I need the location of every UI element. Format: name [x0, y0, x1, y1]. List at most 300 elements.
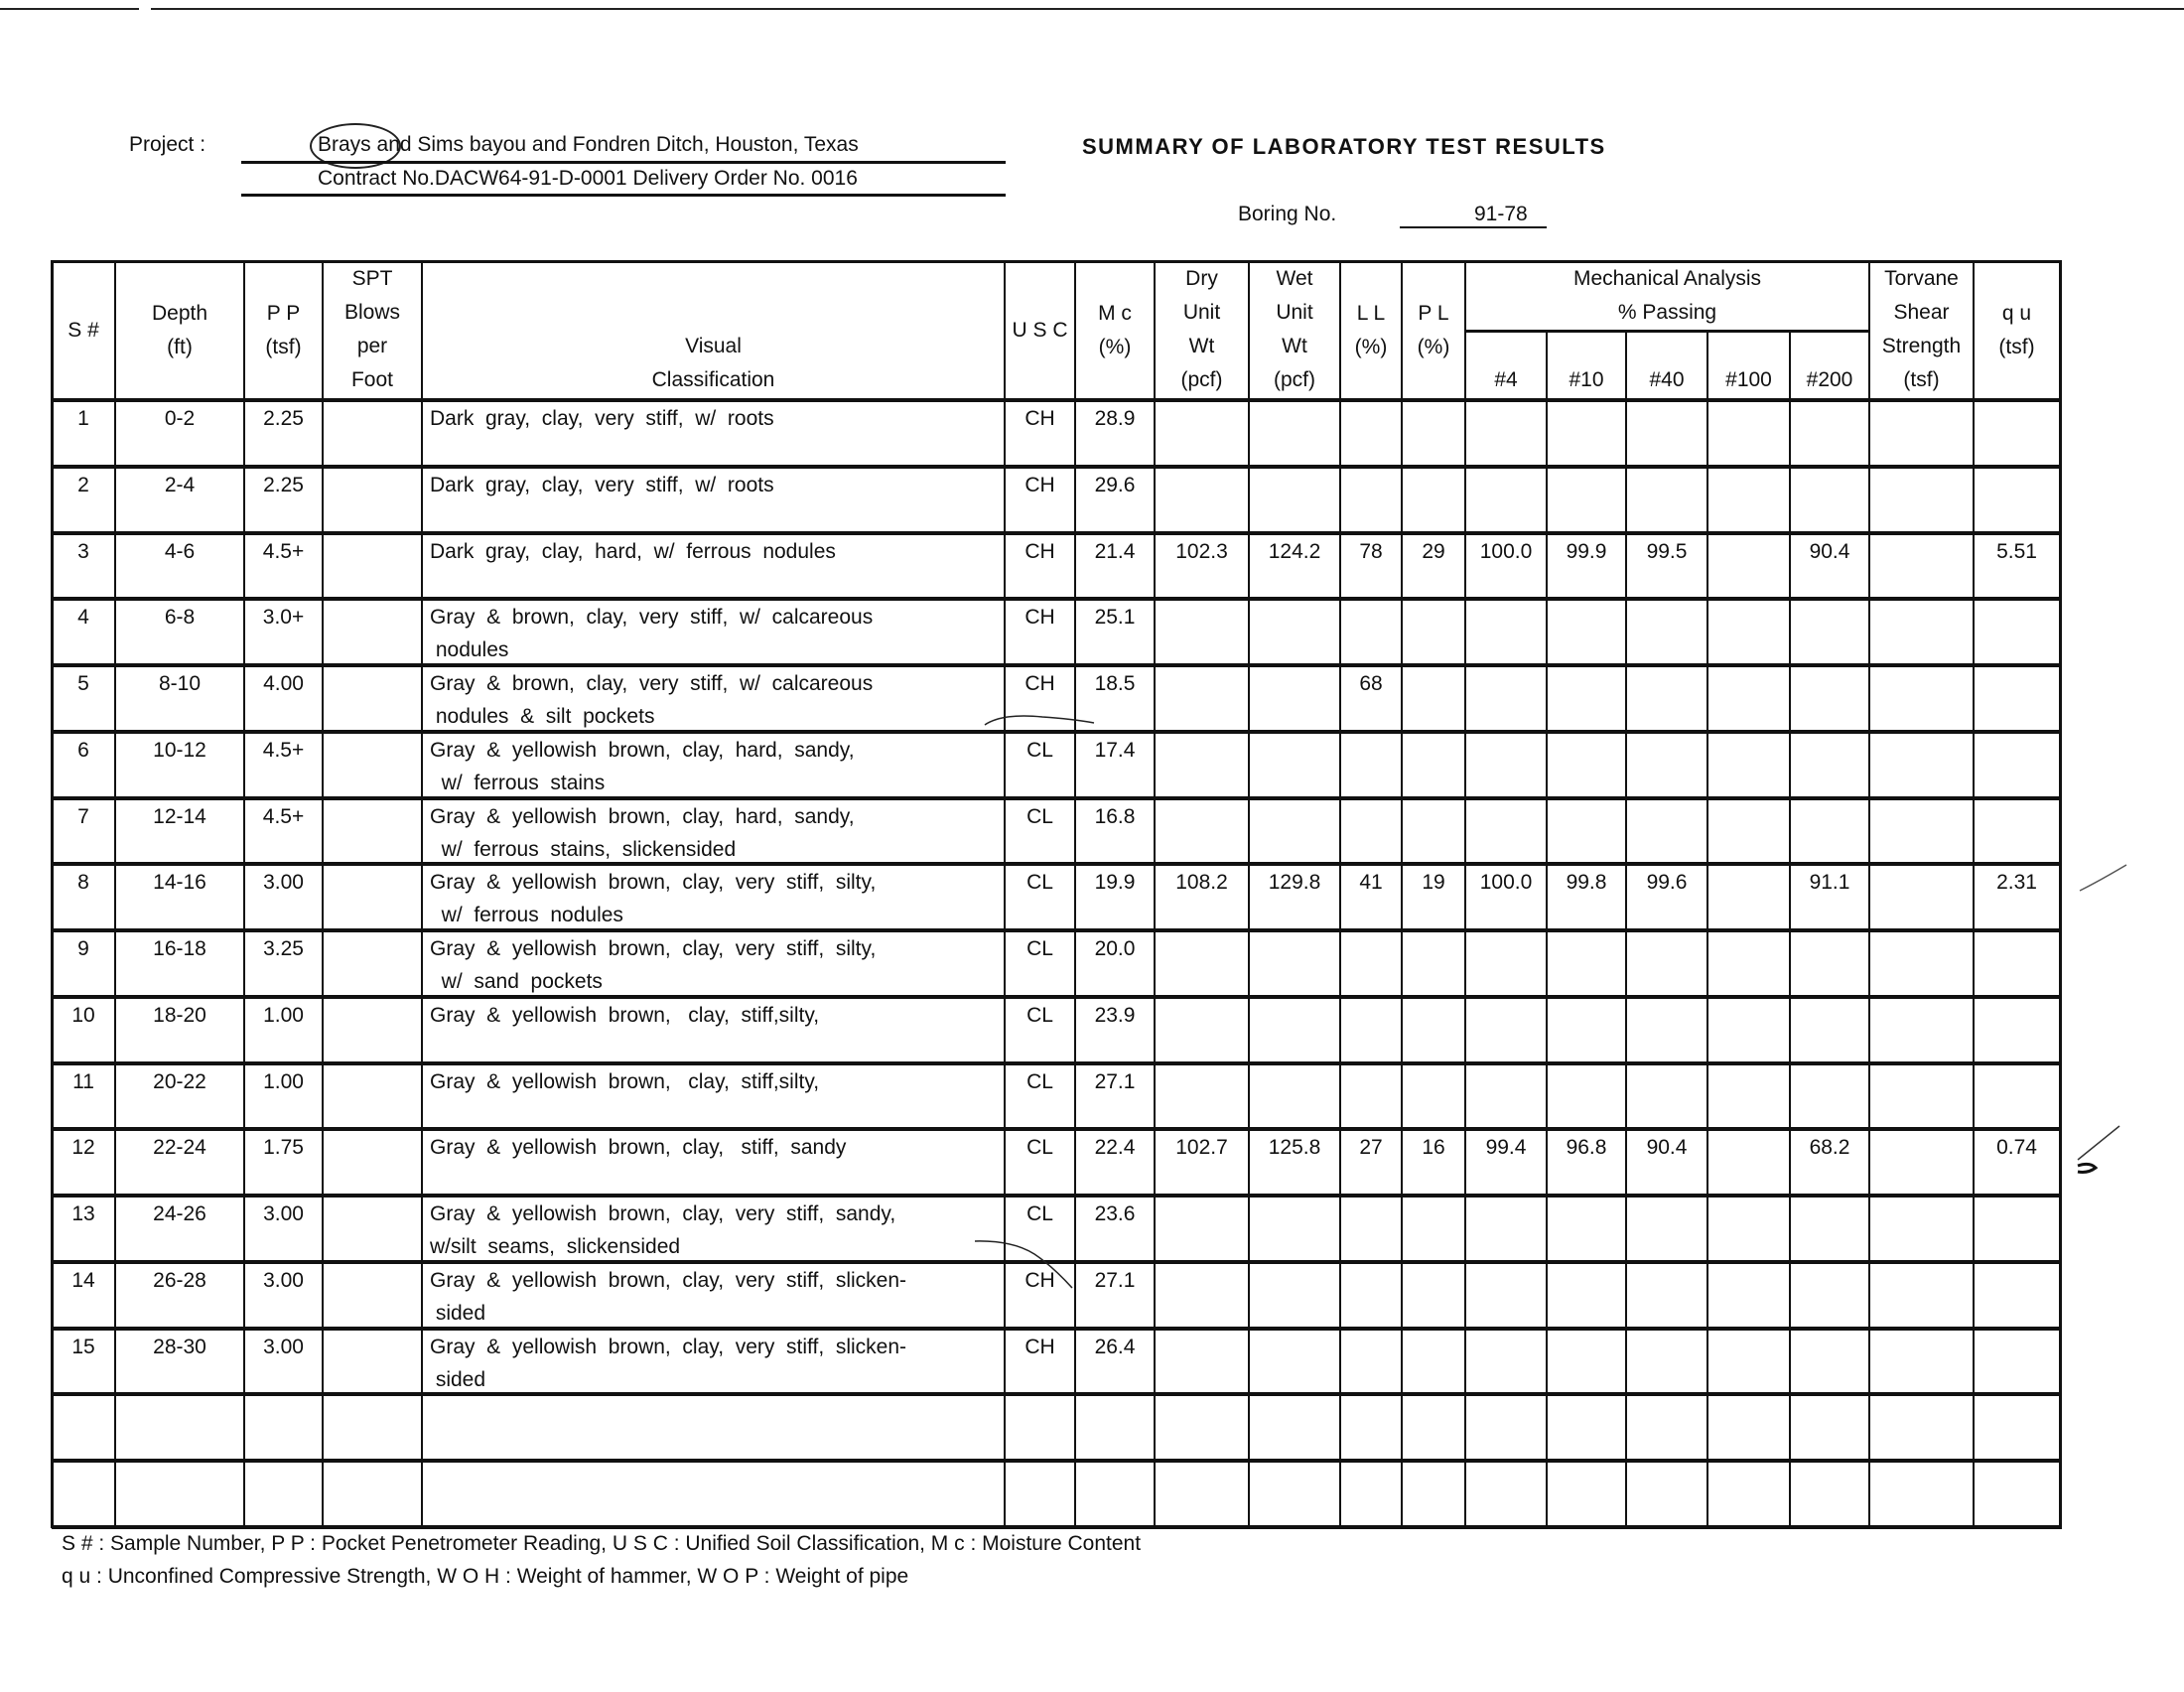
cell-n100: [1707, 1463, 1790, 1525]
cell-pp: 3.25: [263, 937, 304, 961]
cell-spt: [323, 1065, 422, 1128]
cell-ll: 78: [1359, 539, 1383, 563]
visual-classification-line: w/ sand pockets: [430, 970, 603, 994]
cell-n100: [1707, 469, 1790, 531]
cell-n10: [1547, 402, 1626, 465]
cell-n4: [1465, 402, 1547, 465]
cell-n10: [1547, 734, 1626, 796]
cell-pl: [1402, 1463, 1465, 1525]
column-header-depth: [115, 263, 244, 399]
column-header-text: Unit: [1182, 301, 1221, 324]
cell-wet: [1249, 667, 1340, 730]
column-header-text: P P: [266, 301, 301, 325]
cell-dry: [1155, 469, 1249, 531]
column-header-text: Torvane: [1884, 267, 1959, 290]
cell-wet: [1249, 469, 1340, 531]
cell-wet: [1249, 999, 1340, 1061]
cell-spt: [323, 535, 422, 598]
cell-depth: 4-6: [164, 539, 196, 563]
cell-pp: 3.00: [263, 1202, 304, 1226]
cell-depth: 2-4: [164, 473, 196, 496]
cell-torvane: [1869, 601, 1974, 663]
cell-mc: 23.6: [1094, 1202, 1136, 1226]
cell-pl: [1402, 1331, 1465, 1393]
cell-s: 14: [71, 1268, 95, 1292]
cell-ll: [1340, 734, 1402, 796]
column-header-text: q u: [2001, 301, 2032, 325]
handwritten-check-mark-row-8: [2075, 859, 2134, 899]
cell-torvane: [1869, 469, 1974, 531]
cell-spt: [323, 1331, 422, 1393]
cell-n40: [1626, 932, 1707, 995]
cell-n100: [1707, 535, 1790, 598]
cell-usc: CH: [1024, 672, 1055, 696]
cell-usc: CL: [1026, 738, 1053, 762]
cell-wet: 124.2: [1268, 539, 1321, 563]
cell-ll: [1340, 800, 1402, 863]
cell-n200: [1790, 932, 1869, 995]
cell-n200: [1790, 999, 1869, 1061]
visual-classification-line: sided: [430, 1367, 486, 1391]
cell-n40: 90.4: [1646, 1136, 1688, 1160]
cell-mc: 28.9: [1094, 407, 1136, 430]
cell-qu: [1974, 734, 2060, 796]
cell-dry: [1155, 601, 1249, 663]
cell-depth: 6-8: [164, 606, 196, 630]
cell-n40: [1626, 402, 1707, 465]
cell-n40: 99.6: [1646, 871, 1688, 895]
cell-spt: [323, 999, 422, 1061]
column-header-text: L L: [1356, 301, 1386, 325]
cell-qu: 2.31: [1996, 871, 2037, 895]
cell-n100: [1707, 1331, 1790, 1393]
cell-torvane: [1869, 734, 1974, 796]
cell-wet: [1249, 734, 1340, 796]
cell-usc: [1005, 1463, 1075, 1525]
cell-pp: 4.5+: [262, 539, 305, 563]
cell-mc: 18.5: [1094, 672, 1136, 696]
cell-pl: [1402, 667, 1465, 730]
cell-wet: [1249, 1331, 1340, 1393]
cell-spt: [323, 800, 422, 863]
column-header-text: (%): [1354, 335, 1388, 358]
cell-pl: [1402, 402, 1465, 465]
cell-s: 5: [77, 672, 89, 696]
cell-n4: [1465, 1065, 1547, 1128]
cell-ll: [1340, 1463, 1402, 1525]
cell-n100: [1707, 734, 1790, 796]
cell-n100: [1707, 1131, 1790, 1194]
grid-bottom-border: [52, 1525, 2062, 1529]
cell-torvane: [1869, 1065, 1974, 1128]
cell-s: 1: [77, 407, 89, 430]
visual-classification-line: nodules & silt pockets: [430, 705, 655, 729]
cell-visual: [422, 999, 1005, 1061]
cell-s: 3: [77, 539, 89, 563]
cell-dry: [1155, 1396, 1249, 1459]
visual-classification-line: Gray & yellowish brown, clay, very stiff, slicken-: [430, 1335, 907, 1358]
column-header-text: P L: [1418, 301, 1449, 325]
cell-visual: [422, 1331, 1005, 1393]
column-header-text: #4: [1494, 368, 1518, 391]
cell-n200: [1790, 402, 1869, 465]
cell-depth: 0-2: [164, 407, 196, 430]
column-header-text: (%): [1417, 335, 1450, 358]
cell-n40: [1626, 999, 1707, 1061]
cell-dry: [1155, 1463, 1249, 1525]
cell-depth: 28-30: [153, 1335, 206, 1358]
cell-usc: CH: [1024, 606, 1055, 630]
cell-pl: [1402, 800, 1465, 863]
cell-n10: [1547, 667, 1626, 730]
cell-n10: 99.9: [1566, 539, 1607, 563]
cell-usc: [1005, 1396, 1075, 1459]
cell-usc: CL: [1026, 871, 1053, 895]
cell-visual: [422, 734, 1005, 796]
cell-usc: CL: [1026, 1136, 1053, 1160]
column-header-wet: [1249, 263, 1340, 399]
column-header-text: #200: [1806, 368, 1853, 391]
cell-mc: 26.4: [1094, 1335, 1136, 1358]
cell-depth: 12-14: [153, 804, 206, 828]
cell-dry: [1155, 999, 1249, 1061]
cell-dry: [1155, 1198, 1249, 1260]
column-header-n100: [1707, 333, 1790, 399]
column-header-text: (ft): [167, 335, 193, 358]
cell-mc: 19.9: [1094, 871, 1136, 895]
cell-torvane: [1869, 667, 1974, 730]
cell-visual: [422, 1065, 1005, 1128]
column-header-text: Foot: [350, 368, 394, 391]
column-header-text: per: [356, 335, 388, 357]
column-header-text: Blows: [343, 301, 401, 324]
cell-pl: 29: [1422, 539, 1445, 563]
handwritten-annotation-row-13: [973, 1236, 1082, 1296]
column-header-s: [52, 263, 115, 399]
cell-visual: [422, 1463, 1005, 1525]
cell-dry: [1155, 1331, 1249, 1393]
cell-n100: [1707, 800, 1790, 863]
cell-mc: 23.9: [1094, 1003, 1136, 1027]
cell-torvane: [1869, 866, 1974, 928]
cell-mc: 17.4: [1094, 738, 1136, 762]
visual-classification-line: Dark gray, clay, very stiff, w/ roots: [430, 407, 774, 430]
cell-usc: CL: [1026, 804, 1053, 828]
cell-n100: [1707, 932, 1790, 995]
cell-mc: 27.1: [1094, 1268, 1136, 1292]
cell-mc: 20.0: [1094, 937, 1136, 961]
cell-spt: [323, 469, 422, 531]
column-header-text: Unit: [1276, 301, 1313, 324]
cell-wet: [1249, 1463, 1340, 1525]
column-group-text: Mechanical Analysis: [1572, 266, 1762, 290]
cell-ll: [1340, 1198, 1402, 1260]
visual-classification-line: w/ ferrous nodules: [430, 904, 623, 927]
cell-n40: [1626, 667, 1707, 730]
cell-pl: [1402, 932, 1465, 995]
cell-n100: [1707, 1065, 1790, 1128]
cell-qu: [1974, 800, 2060, 863]
cell-qu: [1974, 1396, 2060, 1459]
cell-wet: [1249, 1396, 1340, 1459]
cell-n100: [1707, 1396, 1790, 1459]
cell-s: 7: [77, 804, 89, 828]
cell-visual: [422, 1198, 1005, 1260]
column-group-mechanical-analysis: [1465, 263, 1869, 330]
visual-classification-line: w/ ferrous stains: [430, 771, 606, 794]
boring-label: Boring No.: [1238, 203, 1337, 225]
cell-torvane: [1869, 932, 1974, 995]
cell-torvane: [1869, 1331, 1974, 1393]
cell-dry: [1155, 932, 1249, 995]
cell-n4: [1465, 999, 1547, 1061]
cell-qu: [1974, 1065, 2060, 1128]
cell-pl: [1402, 1264, 1465, 1327]
column-header-text: #40: [1649, 368, 1685, 391]
cell-n40: [1626, 1463, 1707, 1525]
visual-classification-line: sided: [430, 1301, 486, 1325]
column-header-qu: [1974, 263, 2060, 399]
column-header-text: S #: [68, 318, 99, 342]
column-header-text: SPT: [351, 267, 393, 290]
cell-n10: [1547, 800, 1626, 863]
handwritten-check-mark-row-12: [2070, 1122, 2129, 1182]
cell-n4: 100.0: [1479, 871, 1533, 895]
cell-wet: [1249, 1198, 1340, 1260]
cell-n40: [1626, 734, 1707, 796]
cell-depth: 26-28: [153, 1268, 206, 1292]
grid-row-divider: [52, 1127, 2062, 1131]
cell-n10: 99.8: [1566, 871, 1607, 895]
cell-spt: [323, 866, 422, 928]
cell-usc: CL: [1026, 1069, 1053, 1093]
cell-n10: [1547, 1065, 1626, 1128]
cell-n4: [1465, 667, 1547, 730]
cell-dry: 108.2: [1175, 871, 1228, 895]
cell-s: 12: [71, 1136, 95, 1160]
column-header-text: Wet: [1276, 267, 1313, 290]
cell-dry: [1155, 800, 1249, 863]
column-header-n200: [1790, 333, 1869, 399]
cell-wet: [1249, 402, 1340, 465]
cell-n4: [1465, 1463, 1547, 1525]
cell-mc: [1075, 1463, 1155, 1525]
visual-classification-line: Gray & yellowish brown, clay, very stiff, silty,: [430, 871, 877, 895]
cell-qu: [1974, 999, 2060, 1061]
cell-qu: [1974, 1198, 2060, 1260]
cell-mc: 29.6: [1094, 473, 1136, 496]
column-header-text: Depth: [151, 301, 208, 325]
cell-usc: CH: [1024, 473, 1055, 496]
column-header-text: #10: [1569, 368, 1604, 391]
cell-mc: [1075, 1396, 1155, 1459]
cell-ll: [1340, 469, 1402, 531]
cell-pl: [1402, 1198, 1465, 1260]
cell-usc: CL: [1026, 1202, 1053, 1226]
cell-depth: 16-18: [153, 937, 206, 961]
cell-qu: [1974, 667, 2060, 730]
column-header-text: (tsf): [265, 335, 302, 358]
cell-qu: 0.74: [1996, 1136, 2037, 1160]
cell-n100: [1707, 1198, 1790, 1260]
cell-ll: 41: [1359, 871, 1383, 895]
cell-pp: 1.00: [263, 1069, 304, 1093]
cell-n10: [1547, 601, 1626, 663]
visual-classification-line: w/ ferrous stains, slickensided: [430, 837, 737, 861]
visual-classification-line: Gray & yellowish brown, clay, hard, sandy,: [430, 804, 855, 828]
cell-dry: [1155, 1264, 1249, 1327]
visual-classification-line: Gray & yellowish brown, clay, stiff,silty,: [430, 1069, 820, 1093]
cell-n10: [1547, 1463, 1626, 1525]
visual-classification-line: Gray & yellowish brown, clay, very stiff, silty,: [430, 937, 877, 961]
cell-n200: [1790, 800, 1869, 863]
cell-n10: [1547, 999, 1626, 1061]
cell-ll: 68: [1359, 672, 1383, 696]
cell-n10: [1547, 1396, 1626, 1459]
cell-n40: [1626, 1264, 1707, 1327]
cell-pp: 3.00: [263, 1335, 304, 1358]
cell-pl: [1402, 601, 1465, 663]
column-header-text: (%): [1098, 335, 1132, 358]
visual-classification-line: Gray & brown, clay, very stiff, w/ calcareous: [430, 672, 874, 696]
cell-dry: 102.3: [1175, 539, 1228, 563]
cell-n4: [1465, 800, 1547, 863]
footnote-abbreviations-2: q u : Unconfined Compressive Strength, W O H : Weight of hammer, W O P : Weight of pipe: [62, 1565, 909, 1588]
column-header-ll: [1340, 263, 1402, 399]
visual-classification-line: Gray & brown, clay, very stiff, w/ calcareous: [430, 606, 874, 630]
cell-qu: [1974, 1331, 2060, 1393]
cell-torvane: [1869, 999, 1974, 1061]
cell-s: 15: [71, 1335, 95, 1358]
cell-ll: [1340, 1396, 1402, 1459]
visual-classification-line: Dark gray, clay, very stiff, w/ roots: [430, 473, 774, 496]
cell-pp: 4.5+: [262, 804, 305, 828]
cell-pl: [1402, 734, 1465, 796]
cell-n4: [1465, 932, 1547, 995]
cell-depth: [115, 1463, 244, 1525]
cell-qu: 5.51: [1996, 539, 2037, 563]
cell-ll: [1340, 1264, 1402, 1327]
column-header-pl: [1402, 263, 1465, 399]
cell-qu: [1974, 932, 2060, 995]
cell-n100: [1707, 1264, 1790, 1327]
column-header-spt: [323, 263, 422, 399]
cell-visual: [422, 866, 1005, 928]
cell-n40: [1626, 1065, 1707, 1128]
cell-usc: CH: [1024, 407, 1055, 430]
cell-depth: 8-10: [158, 672, 202, 696]
column-header-n10: [1547, 333, 1626, 399]
grid-row-divider: [52, 1392, 2062, 1396]
cell-qu: [1974, 1463, 2060, 1525]
cell-wet: [1249, 1065, 1340, 1128]
cell-n100: [1707, 999, 1790, 1061]
cell-spt: [323, 1264, 422, 1327]
cell-pp: 1.75: [263, 1136, 304, 1160]
cell-usc: CH: [1024, 1335, 1055, 1358]
cell-pp: 2.25: [263, 473, 304, 496]
cell-mc: 21.4: [1094, 539, 1136, 563]
cell-ll: [1340, 601, 1402, 663]
cell-pl: [1402, 1065, 1465, 1128]
cell-dry: [1155, 667, 1249, 730]
cell-s: [52, 1396, 115, 1459]
cell-mc: 27.1: [1094, 1069, 1136, 1093]
cell-n40: [1626, 800, 1707, 863]
column-header-usc: [1005, 263, 1075, 399]
cell-ll: [1340, 1065, 1402, 1128]
cell-wet: [1249, 1264, 1340, 1327]
cell-n200: [1790, 601, 1869, 663]
cell-n200: 90.4: [1809, 539, 1850, 563]
cell-n40: [1626, 1198, 1707, 1260]
cell-depth: 22-24: [153, 1136, 206, 1160]
cell-spt: [323, 932, 422, 995]
cell-visual: [422, 1131, 1005, 1194]
cell-s: 6: [77, 738, 89, 762]
column-header-dry: [1155, 263, 1249, 399]
column-header-text: (tsf): [1903, 368, 1940, 391]
cell-qu: [1974, 1264, 2060, 1327]
cell-n4: [1465, 1396, 1547, 1459]
column-header-text: (pcf): [1274, 368, 1315, 391]
contract-number: Contract No.DACW64-91-D-0001 Delivery Order No. 0016: [318, 167, 858, 190]
cell-usc: CH: [1024, 539, 1055, 563]
cell-n200: [1790, 1463, 1869, 1525]
cell-n10: 96.8: [1566, 1136, 1607, 1160]
cell-pl: [1402, 1396, 1465, 1459]
cell-mc: 22.4: [1094, 1136, 1136, 1160]
column-header-text: (tsf): [1998, 335, 2035, 358]
cell-n4: [1465, 601, 1547, 663]
column-header-mc: [1075, 263, 1155, 399]
footnote-abbreviations-1: S # : Sample Number, P P : Pocket Penetrometer Reading, U S C : Unified Soil Classification, M c : Moisture Content: [62, 1532, 1142, 1555]
cell-n200: [1790, 1065, 1869, 1128]
cell-pl: [1402, 999, 1465, 1061]
column-group-text: % Passing: [1617, 300, 1717, 324]
cell-spt: [323, 1198, 422, 1260]
visual-classification-line: nodules: [430, 638, 509, 662]
column-header-pp: [244, 263, 323, 399]
column-header-text: Wt: [1282, 335, 1307, 357]
cell-pp: [244, 1463, 323, 1525]
cell-pp: 3.00: [263, 1268, 304, 1292]
cell-mc: 25.1: [1094, 606, 1136, 630]
cell-s: 4: [77, 606, 89, 630]
cell-pp: 1.00: [263, 1003, 304, 1027]
cell-visual: [422, 535, 1005, 598]
cell-torvane: [1869, 800, 1974, 863]
cell-n200: [1790, 1198, 1869, 1260]
project-label: Project :: [129, 133, 206, 156]
cell-s: 8: [77, 871, 89, 895]
cell-n10: [1547, 932, 1626, 995]
cell-s: 10: [71, 1003, 95, 1027]
cell-s: 11: [72, 1069, 94, 1093]
cell-n4: [1465, 734, 1547, 796]
cell-n100: [1707, 601, 1790, 663]
cell-spt: [323, 1396, 422, 1459]
cell-spt: [323, 667, 422, 730]
cell-torvane: [1869, 1264, 1974, 1327]
cell-qu: [1974, 469, 2060, 531]
cell-n4: 100.0: [1479, 539, 1533, 563]
cell-n100: [1707, 866, 1790, 928]
cell-n200: 68.2: [1809, 1136, 1850, 1160]
column-header-text: M c: [1098, 301, 1132, 325]
cell-usc: CL: [1026, 1003, 1053, 1027]
column-header-text: Visual: [685, 335, 742, 357]
